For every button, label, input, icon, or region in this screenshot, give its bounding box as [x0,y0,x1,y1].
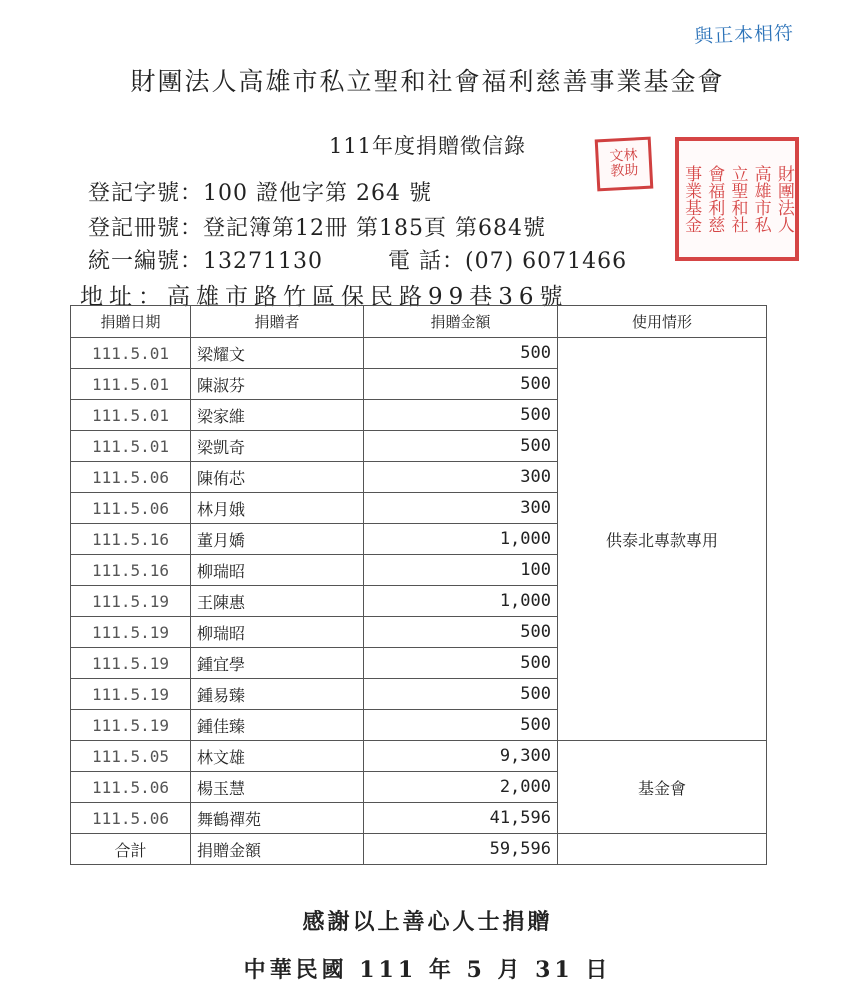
donor-name: 梁凱奇 [191,431,364,462]
total-row [71,834,767,865]
unified-and-phone-line [88,244,628,275]
donor-name: 鍾佳臻 [191,710,364,741]
donation-date: 111.5.05 [71,741,191,772]
donor-name: 鍾宜學 [191,648,364,679]
header-amount: 捐贈金額 [364,306,558,338]
donor-name: 舞鶴禪苑 [191,803,364,834]
donation-date: 111.5.01 [71,338,191,369]
donation-date: 111.5.19 [71,710,191,741]
document-title: 111年度捐贈徵信錄 [328,134,527,158]
donation-date: 111.5.01 [71,369,191,400]
donation-amount: 500 [364,431,558,462]
donation-amount: 2,000 [364,772,558,803]
donor-name: 林月娥 [191,493,364,524]
donation-amount: 500 [364,710,558,741]
donation-date: 111.5.01 [71,431,191,462]
donation-amount: 500 [364,338,558,369]
usage-group-cell: 供泰北專款專用 [558,338,767,741]
document-date: 中華民國 111 年 5 月 31 日 [243,957,612,983]
register-book-number: 登記冊號：登記簿第12冊 第185頁 第684號 [88,216,546,241]
header-date: 捐贈日期 [71,306,191,338]
total-amount: 59,596 [364,834,558,865]
donation-date: 111.5.06 [71,493,191,524]
donation-date: 111.5.19 [71,586,191,617]
certified-true-copy-mark: 與正本相符 [693,22,795,48]
seal-column: 會福利慈 [704,165,725,233]
donation-amount: 500 [364,679,558,710]
donor-name: 柳瑞昭 [191,555,364,586]
usage-group-cell: 基金會 [558,741,767,834]
donation-amount: 1,000 [364,524,558,555]
header-usage: 使用情形 [558,306,767,338]
donation-date: 111.5.06 [71,803,191,834]
address: 地址：高雄市路竹區保民路99巷36號 [80,284,569,310]
donation-date: 111.5.16 [71,524,191,555]
total-donor-label: 捐贈金額 [191,834,364,865]
donation-amount: 500 [364,617,558,648]
donation-date: 111.5.19 [71,679,191,710]
donation-date: 111.5.19 [71,648,191,679]
donation-amount: 300 [364,493,558,524]
donor-name: 董月嬌 [191,524,364,555]
donation-amount: 9,300 [364,741,558,772]
seal-column: 立聖和社 [727,165,748,233]
donation-date: 111.5.01 [71,400,191,431]
seal-column: 高雄市私 [750,165,771,233]
donation-date: 111.5.06 [71,462,191,493]
header-donor: 捐贈者 [191,306,364,338]
seal-column: 財團法人 [773,165,794,233]
table-row [71,741,767,772]
donation-date: 111.5.16 [71,555,191,586]
table-header-row [71,306,767,338]
registration-number: 登記字號：100 證他字第 264 號 [88,181,432,206]
donor-name: 楊玉慧 [191,772,364,803]
donation-amount: 41,596 [364,803,558,834]
donor-name: 林文雄 [191,741,364,772]
donation-amount: 100 [364,555,558,586]
donor-name: 柳瑞昭 [191,617,364,648]
donation-date: 111.5.06 [71,772,191,803]
donor-name: 鍾易臻 [191,679,364,710]
donor-name: 陳淑芬 [191,369,364,400]
donation-amount: 300 [364,462,558,493]
donor-name: 梁家維 [191,400,364,431]
unified-number: 統一編號：13271130 [88,249,323,274]
small-seal-text: 文林 教助 [609,147,639,180]
donation-amount: 500 [364,369,558,400]
phone-number: 電 話：(07) 6071466 [388,249,628,274]
foundation-red-seal [675,137,799,261]
donation-amount: 1,000 [364,586,558,617]
thanks-message: 感謝以上善心人士捐贈 [302,909,553,935]
donation-table [70,305,767,865]
donor-name: 梁耀文 [191,338,364,369]
donation-amount: 500 [364,400,558,431]
donation-amount: 500 [364,648,558,679]
total-label: 合計 [71,834,191,865]
table-row [71,338,767,369]
small-red-seal [595,137,654,192]
donation-date: 111.5.19 [71,617,191,648]
total-usage-cell [558,834,767,865]
donor-name: 王陳惠 [191,586,364,617]
organization-name: 財團法人高雄市私立聖和社會福利慈善事業基金會 [130,67,725,96]
donor-name: 陳侑芯 [191,462,364,493]
donation-rows [71,338,767,834]
seal-column: 事業基金 [681,165,702,233]
